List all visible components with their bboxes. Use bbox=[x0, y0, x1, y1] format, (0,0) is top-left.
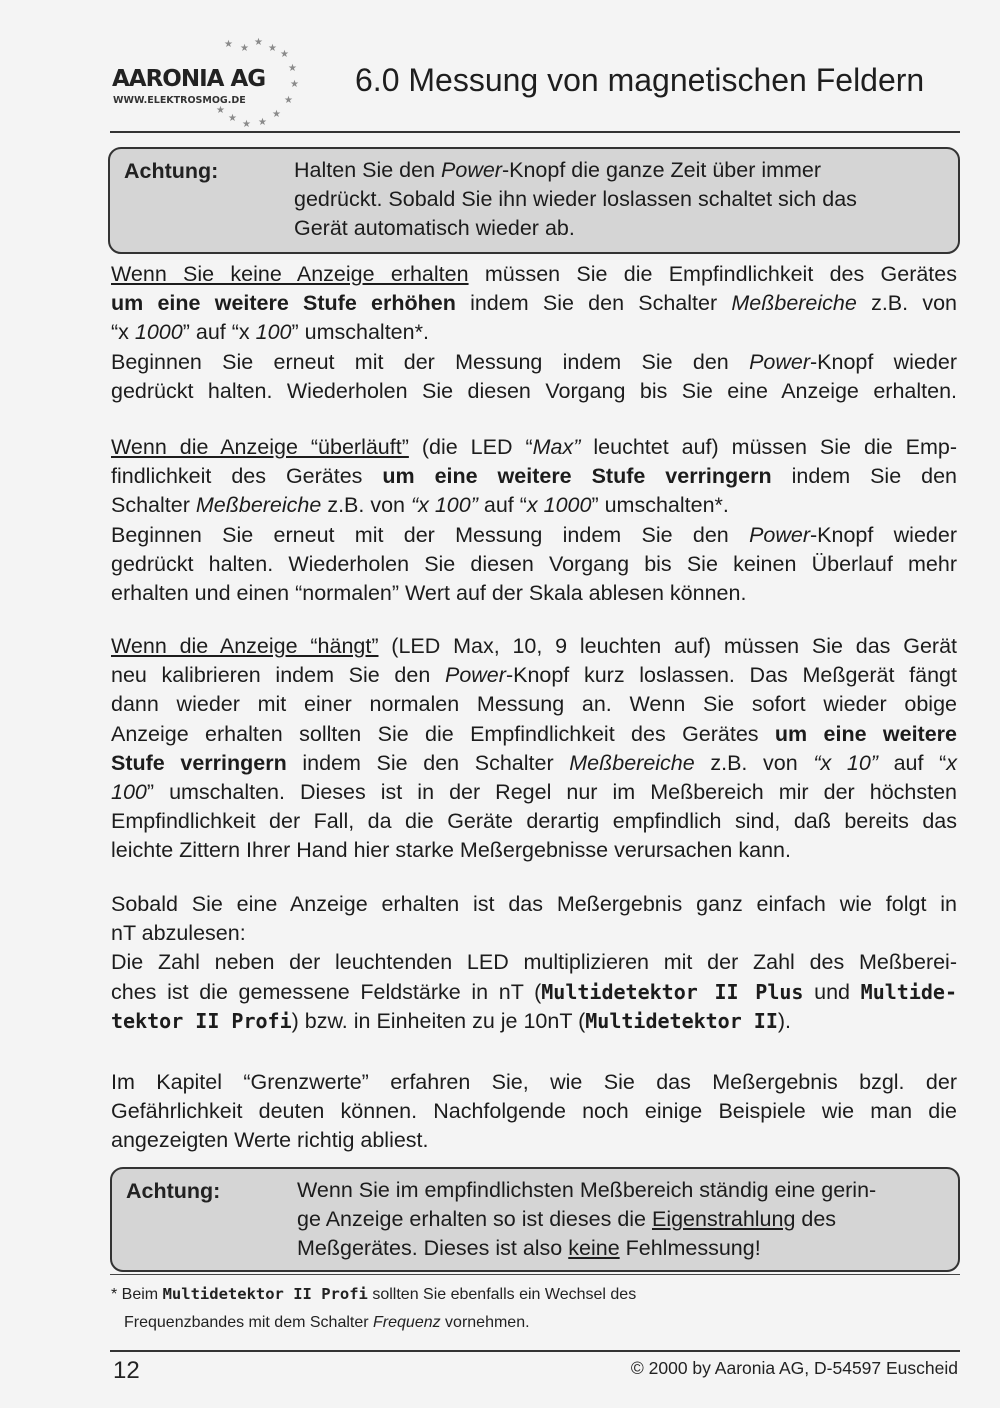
text-line: Frequenzbandes mit dem Schalter Frequenz vornehmen. bbox=[124, 1314, 530, 1331]
aaronia-logo bbox=[112, 36, 312, 136]
star-icon: ★ bbox=[224, 39, 233, 50]
text-line: Anzeige erhalten sollten Sie die Empfindlichkeit des Gerätes um eine weitere bbox=[111, 721, 957, 746]
text-line: gedrückt. Sobald Sie ihn wieder loslassen schaltet sich das bbox=[294, 187, 857, 211]
text-line: Stufe verringern indem Sie den Schalter Meßbereiche z.B. von “x 10” auf “x bbox=[111, 750, 958, 775]
text-line: Wenn Sie im empfindlichsten Meßbereich ständig eine gerin- bbox=[297, 1178, 877, 1202]
attention-text bbox=[294, 156, 857, 243]
footer-divider bbox=[110, 1350, 960, 1352]
text-line: ches ist die gemessene Feldstärke in nT (Multidetektor II Plus und Multide- bbox=[111, 979, 957, 1004]
text-line: * Beim Multidetektor II Profi sollten Sie ebenfalls ein Wechsel des bbox=[111, 1285, 637, 1303]
text-line: Gefährlichkeit deuten können. Nachfolgende noch einige Beispiele wie man die bbox=[111, 1099, 957, 1124]
star-icon: ★ bbox=[280, 49, 289, 60]
attention-text bbox=[297, 1176, 876, 1263]
star-icon: ★ bbox=[272, 109, 281, 120]
text-line: “x 1000” auf “x 100” umschalten*. bbox=[111, 320, 429, 345]
star-icon: ★ bbox=[240, 43, 249, 54]
attention-label: Achtung: bbox=[126, 1179, 221, 1203]
star-icon: ★ bbox=[254, 37, 263, 48]
page-title: 6.0 Messung von magnetischen Feldern bbox=[355, 62, 925, 98]
text-line: gedrückt halten. Wiederholen Sie diesen Vorgang bis Sie keinen Überlauf mehr bbox=[111, 551, 957, 576]
text-line: nT abzulesen: bbox=[111, 921, 246, 946]
text-line: Sobald Sie eine Anzeige erhalten ist das Meßergebnis ganz einfach wie folgt in bbox=[111, 892, 957, 916]
text-line: 100” umschalten. Dieses ist in der Regel nur im Meßbereich mir der höchsten bbox=[111, 780, 957, 805]
text-line: Wenn die Anzeige “hängt” (LED Max, 10, 9 leuchten auf) müssen Sie das Gerät bbox=[111, 634, 957, 658]
attention-label: Achtung: bbox=[124, 159, 219, 183]
text-line: Meßgerätes. Dieses ist also keine Fehlmessung! bbox=[297, 1236, 761, 1260]
star-icon: ★ bbox=[242, 119, 251, 130]
text-line: Halten Sie den Power-Knopf die ganze Zeit über immer bbox=[294, 158, 822, 182]
text-line: ge Anzeige erhalten so ist dieses die Eigenstrahlung des bbox=[297, 1207, 837, 1231]
header-divider bbox=[110, 131, 960, 133]
footnote-divider bbox=[110, 1274, 960, 1275]
star-icon: ★ bbox=[228, 113, 237, 124]
text-line: dann wieder mit einer normalen Messung an. Wenn Sie sofort wieder obige bbox=[111, 692, 957, 717]
text-line: Wenn die Anzeige “überläuft” (die LED “Max” leuchtet auf) müssen Sie die Emp- bbox=[111, 435, 957, 459]
text-line: Gerät automatisch wieder ab. bbox=[294, 216, 575, 240]
paragraph-overflow bbox=[111, 433, 957, 608]
star-icon: ★ bbox=[268, 43, 277, 54]
footnote bbox=[111, 1280, 951, 1337]
text-line: erhalten und einen “normalen” Wert auf der Skala ablesen können. bbox=[111, 581, 747, 606]
text-line: Beginnen Sie erneut mit der Messung indem Sie den Power-Knopf wieder bbox=[111, 349, 957, 374]
text-line: Im Kapitel “Grenzwerte” erfahren Sie, wie Sie das Meßergebnis bzgl. der bbox=[111, 1070, 957, 1094]
text-line: findlichkeit des Gerätes um eine weitere Stufe verringern indem Sie den bbox=[111, 464, 957, 489]
copyright: © 2000 by Aaronia AG, D-54597 Euscheid bbox=[630, 1358, 958, 1378]
attention-box bbox=[108, 147, 960, 254]
text-line: angezeigten Werte richtig abliest. bbox=[111, 1128, 429, 1153]
text-line: Empfindlichkeit der Fall, da die Geräte derartig empfindlich sind, daß bereits das bbox=[111, 809, 957, 834]
text-line: Wenn Sie keine Anzeige erhalten müssen Sie die Empfindlichkeit des Gerätes bbox=[111, 262, 957, 286]
text-line: neu kalibrieren indem Sie den Power-Knopf kurz loslassen. Das Meßgerät fängt bbox=[111, 663, 957, 688]
text-line: tektor II Profi) bzw. in Einheiten zu je 10nT (Multidetektor II). bbox=[111, 1008, 792, 1033]
text-line: leichte Zittern Ihrer Hand hier starke Meßergebnisse verursachen kann. bbox=[111, 838, 791, 863]
paragraph-hang bbox=[111, 632, 957, 866]
text-line: Schalter Meßbereiche z.B. von “x 100” auf “x 1000” umschalten*. bbox=[111, 493, 729, 518]
star-icon: ★ bbox=[290, 79, 299, 90]
text-line: gedrückt halten. Wiederholen Sie diesen Vorgang bis Sie eine Anzeige erhalten. bbox=[111, 378, 957, 403]
text-line: Die Zahl neben der leuchtenden LED multiplizieren mit der Zahl des Meßberei- bbox=[111, 950, 957, 975]
page-number: 12 bbox=[113, 1357, 140, 1384]
logo-url: WWW.ELEKTROSMOG.DE bbox=[113, 95, 246, 106]
paragraph-reading bbox=[111, 890, 957, 1036]
paragraph-limits bbox=[111, 1068, 957, 1156]
attention-box bbox=[110, 1167, 960, 1272]
text-line: um eine weitere Stufe erhöhen indem Sie den Schalter Meßbereiche z.B. von bbox=[111, 291, 957, 316]
logo-name: AARONIA AG bbox=[112, 66, 266, 92]
star-icon: ★ bbox=[288, 63, 297, 74]
star-icon: ★ bbox=[258, 117, 267, 128]
paragraph-no-reading bbox=[111, 260, 957, 406]
text-line: Beginnen Sie erneut mit der Messung indem Sie den Power-Knopf wieder bbox=[111, 522, 957, 547]
star-icon: ★ bbox=[216, 105, 225, 116]
star-icon: ★ bbox=[284, 95, 293, 106]
